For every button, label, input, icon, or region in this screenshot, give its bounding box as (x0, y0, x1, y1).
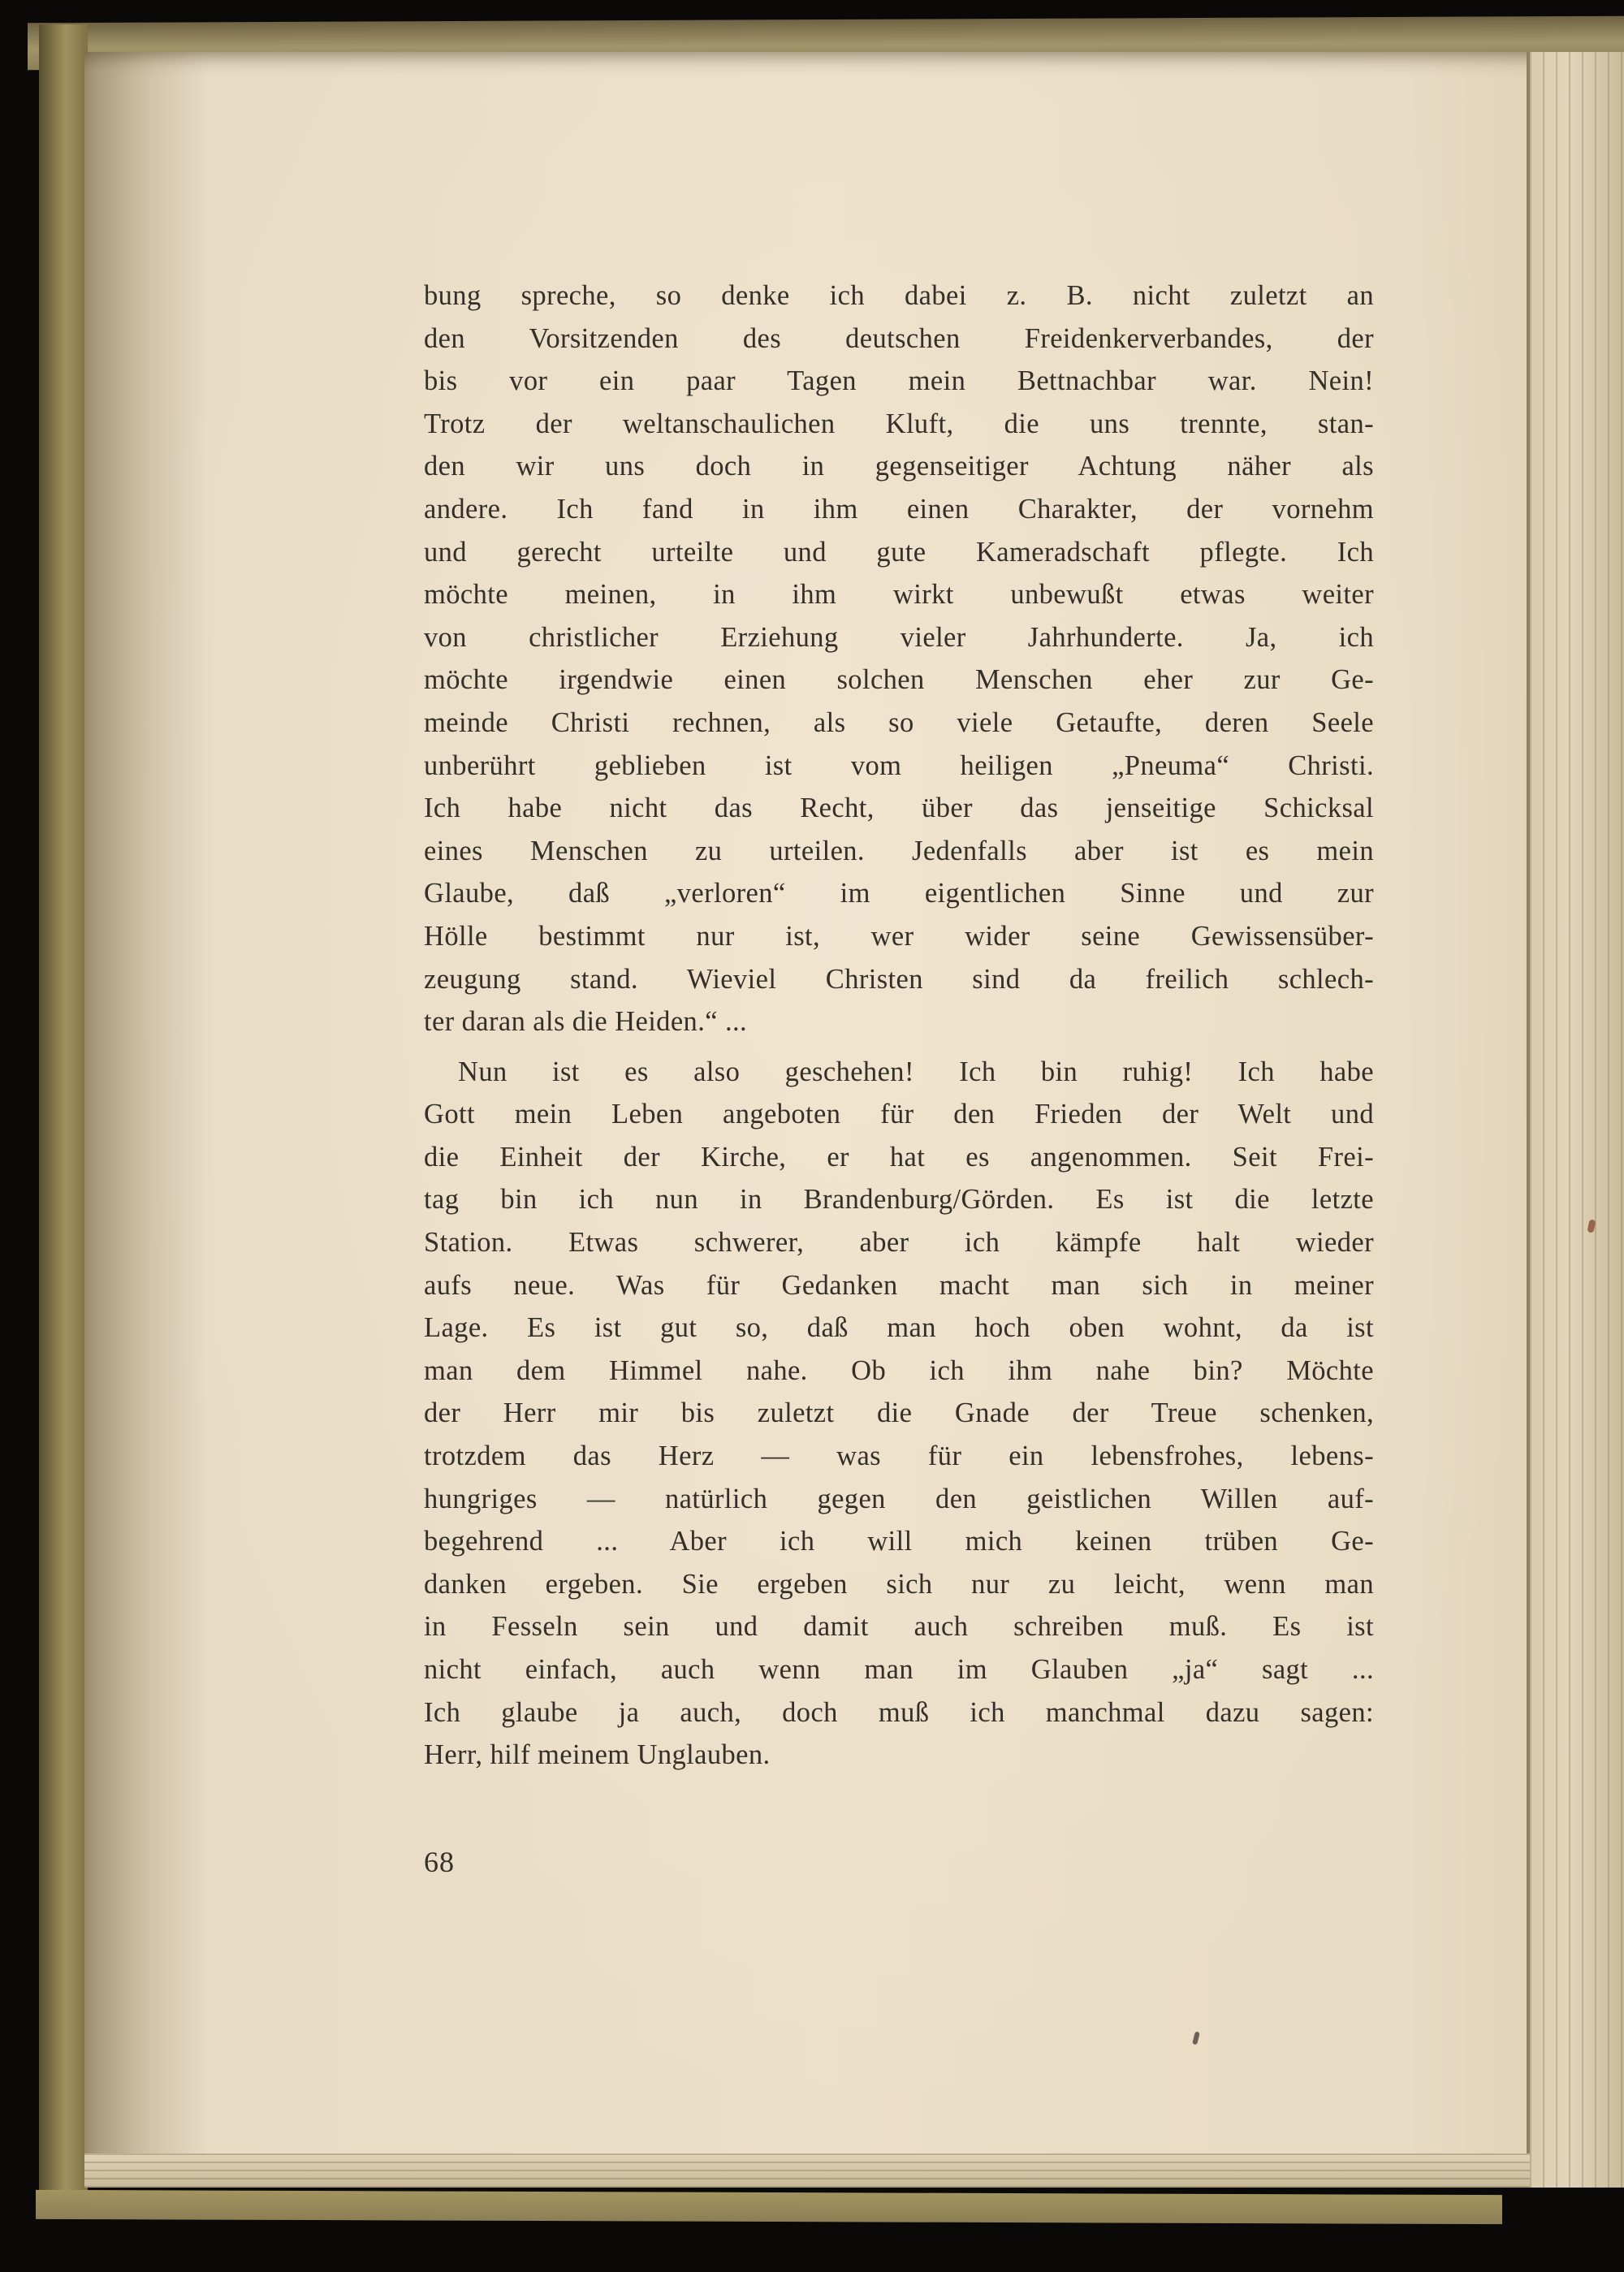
page-stack-bottom-edge (84, 2153, 1530, 2188)
text-line: unberührt geblieben ist vom heiligen „Pneuma“ Christi. (424, 749, 1374, 781)
page-number: 68 (424, 1846, 455, 1878)
text-line: Lage. Es ist gut so, daß man hoch oben wohnt, da ist (424, 1312, 1374, 1344)
text-line: und gerecht urteilte und gute Kameradschaft pflegte. Ich (424, 536, 1374, 568)
ink-speck (1192, 2032, 1200, 2045)
text-line: Station. Etwas schwerer, aber ich kämpfe halt wieder (424, 1227, 1374, 1259)
page-gutter-shadow (84, 52, 206, 2188)
book-cover-spine-edge (39, 24, 88, 2207)
paragraph (424, 1051, 1374, 1777)
page-text (424, 274, 1374, 1777)
text-line: Hölle bestimmt nur ist, wer wider seine Gewissensüber- (424, 920, 1374, 952)
text-line: zeugung stand. Wieviel Christen sind da freilich schlech- (424, 963, 1374, 995)
text-line: Ich habe nicht das Recht, über das jenseitige Schicksal (424, 793, 1374, 824)
text-line: danken ergeben. Sie ergeben sich nur zu leicht, wenn man (424, 1568, 1374, 1600)
text-line: ter daran als die Heiden.“ ... (424, 1006, 748, 1038)
text-line: tag bin ich nun in Brandenburg/Görden. Es ist die letzte (424, 1184, 1374, 1216)
text-line: begehrend ... Aber ich will mich keinen trüben Ge- (424, 1526, 1374, 1557)
text-line: Nun ist es also geschehen! Ich bin ruhig! Ich habe (458, 1056, 1374, 1087)
text-line: Ich glaube ja auch, doch muß ich manchmal dazu sagen: (424, 1696, 1374, 1728)
text-line: trotzdem das Herz — was für ein lebensfrohes, lebens- (424, 1441, 1374, 1472)
text-line: in Fesseln sein und damit auch schreiben muß. Es ist (424, 1611, 1374, 1643)
text-line: Glaube, daß „verloren“ im eigentlichen Sinne und zur (424, 878, 1374, 909)
text-line: andere. Ich fand in ihm einen Charakter, der vornehm (424, 493, 1374, 525)
text-line: der Herr mir bis zuletzt die Gnade der Treue schenken, (424, 1397, 1374, 1429)
text-line: man dem Himmel nahe. Ob ich ihm nahe bin? Möchte (424, 1354, 1374, 1386)
text-line: aufs neue. Was für Gedanken macht man sich in meiner (424, 1269, 1374, 1301)
text-line: den wir uns doch in gegenseitiger Achtung näher als (424, 451, 1374, 482)
text-line: meinde Christi rechnen, als so viele Getaufte, deren Seele (424, 706, 1374, 738)
text-line: hungriges — natürlich gegen den geistlichen Willen auf- (424, 1483, 1374, 1514)
book-cover-bottom-edge (36, 2190, 1502, 2224)
text-line: von christlicher Erziehung vieler Jahrhunderte. Ja, ich (424, 621, 1374, 653)
text-line: die Einheit der Kirche, er hat es angenommen. Seit Frei- (424, 1141, 1374, 1173)
text-line: Herr, hilf meinem Unglauben. (424, 1739, 771, 1771)
paragraph (424, 274, 1374, 1043)
book-page (84, 52, 1624, 2188)
text-line: den Vorsitzenden des deutschen Freidenkerverbandes, der (424, 322, 1374, 354)
text-line: möchte meinen, in ihm wirkt unbewußt etwas weiter (424, 579, 1374, 611)
text-line: Trotz der weltanschaulichen Kluft, die uns trennte, stan- (424, 408, 1374, 439)
page-stack-right-edge (1527, 52, 1624, 2188)
text-line: eines Menschen zu urteilen. Jedenfalls aber ist es mein (424, 835, 1374, 866)
text-line: bis vor ein paar Tagen mein Bettnachbar war. Nein! (424, 365, 1374, 397)
text-line: möchte irgendwie einen solchen Menschen eher zur Ge- (424, 664, 1374, 696)
text-line: Gott mein Leben angeboten für den Frieden der Welt und (424, 1099, 1374, 1130)
text-line: nicht einfach, auch wenn man im Glauben „ja“ sagt ... (424, 1654, 1374, 1685)
text-line: bung spreche, so denke ich dabei z. B. nicht zuletzt an (424, 280, 1374, 311)
